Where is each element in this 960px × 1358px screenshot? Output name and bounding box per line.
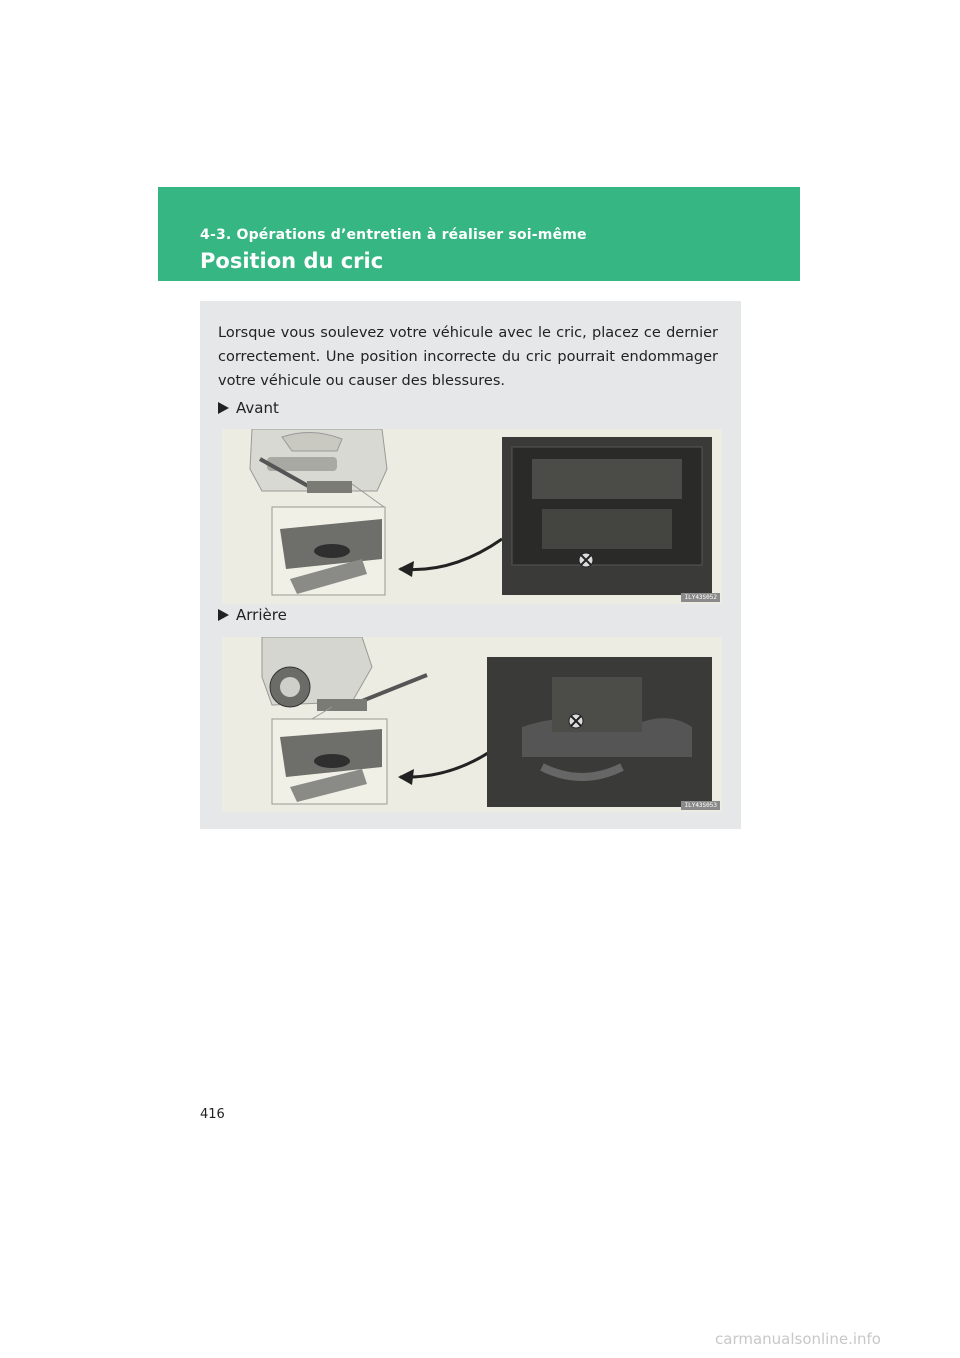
header-band xyxy=(158,187,800,281)
rear-heading xyxy=(218,606,287,624)
rear-figure-code: ILY43S053 xyxy=(681,801,720,810)
front-jack-figure xyxy=(222,429,722,604)
page-number: 416 xyxy=(200,1107,225,1122)
front-figure-code: ILY43S052 xyxy=(681,593,720,602)
content-box xyxy=(200,301,741,829)
rear-label: Arrière xyxy=(236,606,287,624)
rear-jack-illustration xyxy=(222,637,722,812)
section-label: 4-3. Opérations d’entretien à réaliser soi-même xyxy=(200,227,587,243)
front-heading xyxy=(218,399,279,417)
watermark: carmanualsonline.info xyxy=(715,1330,881,1348)
intro-text: Lorsque vous soulevez votre véhicule avec le cric, placez ce dernier correctement. Une position incorrecte du cric pourrait endommager votre véhicule ou causer des blessures. xyxy=(218,325,718,389)
front-label: Avant xyxy=(236,399,279,417)
triangle-bullet-icon xyxy=(218,609,229,621)
front-jack-illustration xyxy=(222,429,722,604)
triangle-bullet-icon xyxy=(218,402,229,414)
rear-jack-figure xyxy=(222,637,722,812)
page-title: Position du cric xyxy=(200,249,384,273)
